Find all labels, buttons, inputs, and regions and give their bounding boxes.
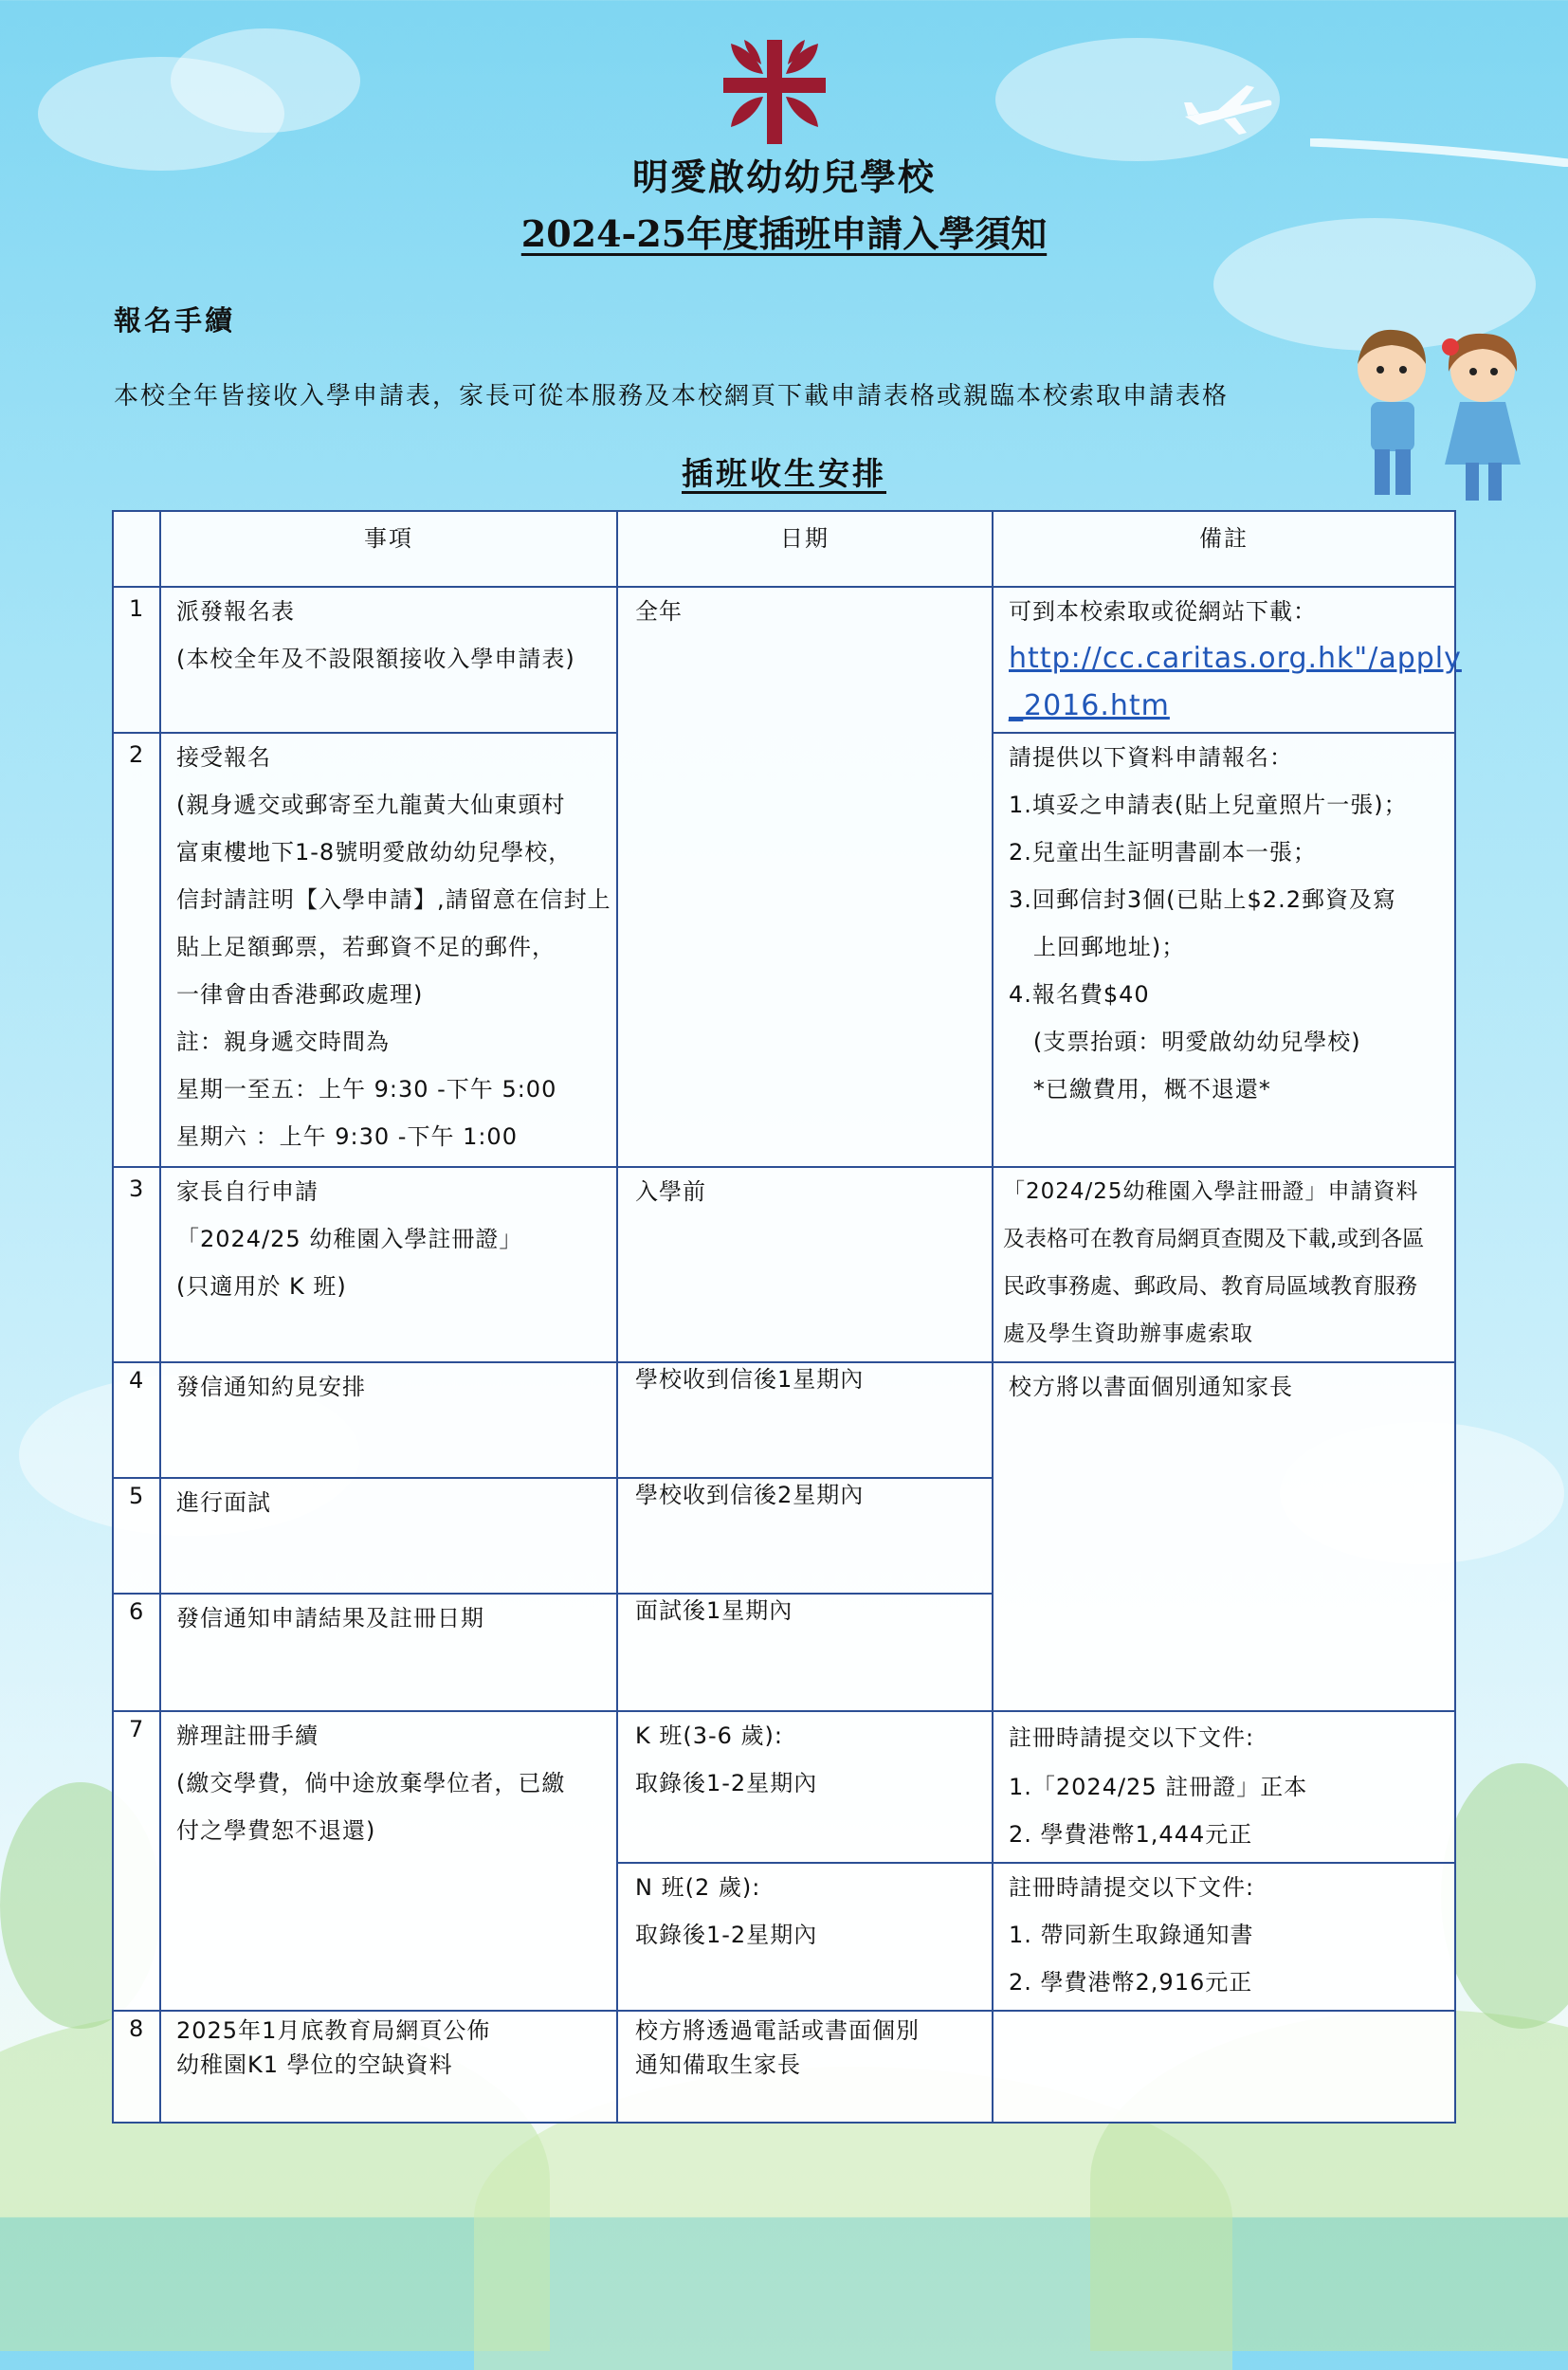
apply-link[interactable]: http://cc.caritas.org.hk"/apply — [1009, 642, 1462, 675]
table-row: 8 — [112, 2010, 161, 2124]
date-all-year-cell: 全年 — [616, 586, 994, 1168]
header-remark-cell — [992, 510, 1456, 588]
header-remark: 備註 — [1199, 525, 1249, 552]
caritas-logo — [718, 36, 831, 148]
table-row: 1 — [112, 586, 161, 734]
table-row: 7 — [112, 1710, 161, 2012]
header-no-cell — [112, 510, 161, 588]
header-item-cell — [159, 510, 618, 588]
header-date-cell — [616, 510, 994, 588]
header-item: 事項 — [364, 525, 413, 552]
table-row: 4 — [112, 1361, 161, 1479]
admission-table: 事項 日期 備註 1 派發報名表 (本校全年及不設限額接收入學申請表) 全年 可到本校索取或從網站下載： http://cc.caritas.org.hk"/apply _2016.htm 2 接受報名 (親身遞交或郵寄至九龍黃大仙東頭村 富東樓地下1-8號明愛啟幼幼兒學校， 信封請註明【入學申請】,請留意在信封上 貼上足額郵票，若郵資不足的郵件， 一律會由香港郵政處理) 註：親身遞交時間為 星期一至五：上午 9:30 -下午 5:00 星期六 ：上午 9:30 -下午 1:00 請提供以下資料申請報名： 1.填妥之申請表(貼上兒童照片一張)； 2.兒童出生証明書副本一張； 3.回郵信封3個(已貼上$2.2郵資及寫 上回郵地址)； 4.報名費$40 (支票抬頭：明愛啟幼幼兒學校) *已繳費用，概不退還* 3 家長自行申請 「2024/25 幼稚園入學註冊證」 (只適用於 K 班) 入學前 「2024/25幼稚園入學註冊證」申請資料 及表格可在教育局網頁查閱及下載,或到各區 民政事務處、郵政局、教育局區域教育服務 處及學生資助辦事處索取 4 發信通知約見安排 學校收到信後1星期內 校方將以書面個別通知家長 5 進行面試 學校收到信後2星期內 6 發信通知申請結果及註冊日期 面試後1星期內 7 辦理註冊手續 (繳交學費，倘中途放棄學位者，已繳 付之學費恕不退還) K 班(3-6 歲): 取錄後1-2星期內 註冊時請提交以下文件: 1.「2024/25 註冊證」正本 2. 學費港幣1,444元正 N 班(2 歲): 取錄後1-2星期內 註冊時請提交以下文件: 1. 帶同新生取錄通知書 2. 學費港幣2,916元正 8 2025年1月底教育局網頁公佈 幼稚園K1 學位的空缺資料 校方將透過電話或書面個別 通知備取生家長 — [112, 510, 1456, 2122]
document-title: 2024-25年度插班申請入學須知 — [520, 212, 1048, 255]
table-row: 3 — [112, 1166, 161, 1363]
apply-link-cont[interactable]: _2016.htm — [1009, 689, 1170, 722]
header-date: 日期 — [780, 525, 830, 552]
airplane-icon — [1180, 83, 1275, 137]
table-row: 6 — [112, 1593, 161, 1712]
registration-intro: 本校全年皆接收入學申請表，家長可從本服務及本校網頁下載申請表格或親臨本校索取申請表格 — [114, 382, 1230, 410]
registration-heading: 報名手續 — [114, 304, 236, 337]
table-row: 2 — [112, 732, 161, 1168]
table-row: 5 — [112, 1477, 161, 1595]
table-title: 插班收生安排 — [682, 455, 886, 492]
school-name: 明愛啟幼幼兒學校 — [631, 155, 936, 198]
